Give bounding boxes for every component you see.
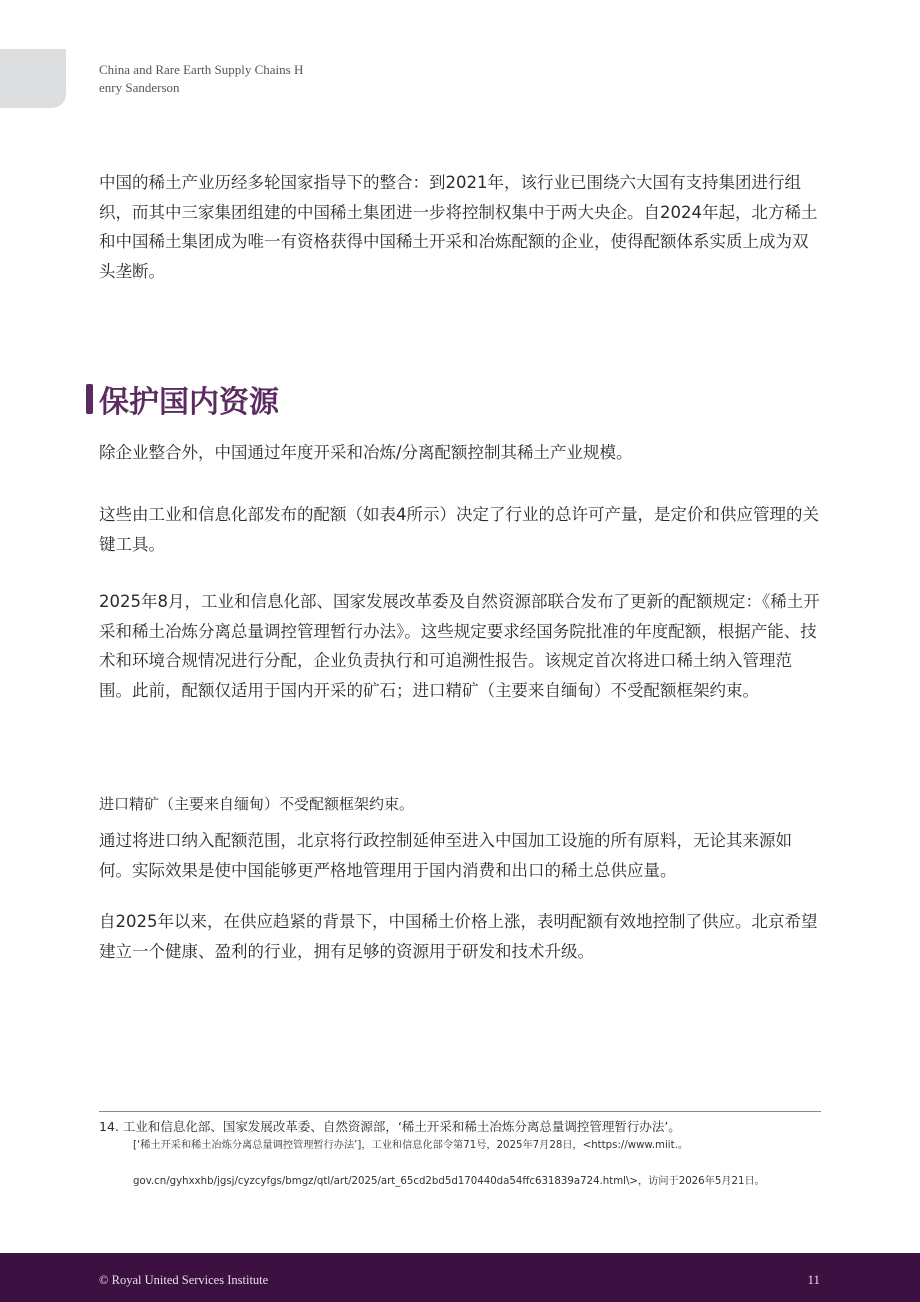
footnote-line-3: gov.cn/gyhxxhb/jgsj/cyzcyfgs/bmgz/qtl/art/2025/art_65cd2bd5d170440da54ffc631839a724.html\>，访问于2026年5月21日。 [133, 1176, 765, 1187]
footnote-line-2: [‘稀土开采和稀土冶炼分离总量调控管理暂行办法’]，工业和信息化部令第71号，2025年7月28日，<https://www.miit.。 [133, 1140, 689, 1151]
footer-page-number: 11 [807, 1272, 820, 1287]
footnote-line-1: 14. 工业和信息化部、国家发展改革委、自然资源部，‘稀土开采和稀土冶炼分离总量调控管理暂行办法’。 [99, 1119, 681, 1134]
section-heading [86, 378, 279, 420]
paragraph-import-inclusion: 通过将进口纳入配额范围，北京将行政控制延伸至进入中国加工设施的所有原料，无论其来源如何。实际效果是使中国能够更严格地管理用于国内消费和出口的稀土总供应量。 [99, 831, 792, 880]
paragraph-price-rise: 自2025年以来，在供应趋紧的背景下，中国稀土价格上涨，表明配额有效地控制了供应。北京希望建立一个健康、盈利的行业，拥有足够的资源用于研发和技术升级。 [99, 912, 818, 961]
page-corner-tab [0, 49, 66, 108]
running-header [99, 61, 349, 97]
section-heading-bar [86, 384, 93, 414]
footnote-divider [99, 1111, 821, 1112]
page-footer [0, 1253, 920, 1302]
paragraph-quota-intro: 除企业整合外，中国通过年度开采和冶炼/分离配额控制其稀土产业规模。 [99, 443, 633, 462]
running-header-line-2: enry Sanderson [99, 80, 180, 95]
note-import-concentrate: 进口精矿（主要来自缅甸）不受配额框架约束。 [99, 795, 415, 813]
section-heading-text: 保护国内资源 [99, 385, 279, 420]
footer-copyright: © Royal United Services Institute [99, 1273, 269, 1287]
paragraph-2025-regulation: 2025年8月，工业和信息化部、国家发展改革委及自然资源部联合发布了更新的配额规定：《稀土开采和稀土冶炼分离总量调控管理暂行办法》。这些规定要求经国务院批准的年度配额，根据产能、技术和环境合规情况进行分配，企业负责执行和可追溯性报告。该规定首次将进口稀土纳入管理范围。此前，配额仅适用于国内开采的矿石；进口精矿（主要来自缅甸）不受配额框架约束。 [99, 592, 820, 700]
running-header-line-1: China and Rare Earth Supply Chains H [99, 62, 304, 77]
paragraph-quota-role: 这些由工业和信息化部发布的配额（如表4所示）决定了行业的总许可产量，是定价和供应管理的关键工具。 [99, 505, 819, 554]
paragraph-consolidation: 中国的稀土产业历经多轮国家指导下的整合：到2021年，该行业已围绕六大国有支持集团进行组织，而其中三家集团组建的中国稀土集团进一步将控制权集中于两大央企。自2024年起，北方稀土和中国稀土集团成为唯一有资格获得中国稀土开采和冶炼配额的企业，使得配额体系实质上成为双头垄断。 [99, 173, 818, 281]
